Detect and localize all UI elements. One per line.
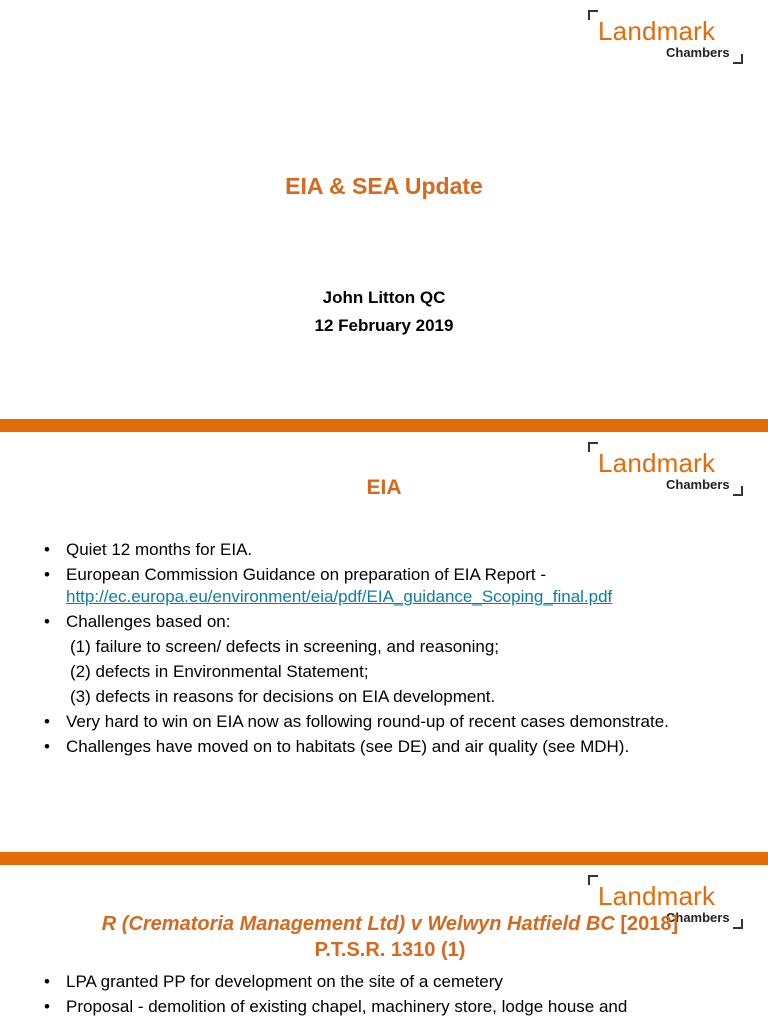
list-item: • Challenges based on: (1) failure to screen/ defects in screening, and reasoning; (2) defects in Environmental Statement; (3) defects in reasons for decisions on EIA development. bbox=[40, 611, 724, 708]
case-citation: [2018] P.T.S.R. 1310 (1) bbox=[314, 913, 679, 961]
bullet-icon: • bbox=[44, 565, 50, 584]
logo-corner-top-left bbox=[588, 10, 598, 20]
sub-item: (2) defects in Environmental Statement; bbox=[70, 662, 369, 681]
bullet-icon: • bbox=[44, 997, 50, 1016]
logo-sub: Chambers bbox=[666, 477, 730, 492]
list-item: • LPA granted PP for development on the site of a cemetery bbox=[44, 972, 503, 991]
landmark-chambers-logo bbox=[588, 14, 748, 74]
bullet-icon: • bbox=[44, 612, 50, 631]
presentation-date: 12 February 2019 bbox=[314, 316, 454, 335]
logo-corner-top-left bbox=[588, 442, 598, 452]
slide-case bbox=[0, 865, 768, 1024]
logo-sub: Chambers bbox=[666, 45, 730, 60]
slide-title bbox=[0, 0, 768, 419]
slide-divider bbox=[0, 852, 768, 865]
slide-title-eia: EIA bbox=[366, 476, 402, 499]
bullet-list bbox=[40, 971, 724, 1021]
list-item: • Proposal - demolition of existing chapel, machinery store, lodge house and bbox=[44, 997, 628, 1016]
list-item: • Quiet 12 months for EIA. bbox=[44, 540, 253, 559]
list-item: • Challenges have moved on to habitats (see DE) and air quality (see MDH). bbox=[44, 737, 630, 756]
slide-eia bbox=[0, 432, 768, 852]
bullet-icon: • bbox=[44, 540, 50, 559]
logo-corner-bottom-right bbox=[733, 919, 743, 929]
logo-word: Landmark bbox=[598, 448, 716, 478]
guidance-link[interactable]: http://ec.europa.eu/environment/eia/pdf/EIA_guidance_Scoping_final.pdf bbox=[66, 587, 613, 606]
list-item: • European Commission Guidance on preparation of EIA Report - http://ec.europa.eu/environment/eia/pdf/EIA_guidance_Scoping_final.pdf bbox=[44, 565, 613, 606]
bullet-icon: • bbox=[44, 712, 50, 731]
logo-corner-top-left bbox=[588, 875, 598, 885]
bullet-list bbox=[40, 539, 724, 761]
logo-word: Landmark bbox=[598, 881, 716, 911]
sub-item: (1) failure to screen/ defects in screening, and reasoning; bbox=[70, 637, 500, 656]
case-title bbox=[90, 911, 690, 963]
bullet-icon: • bbox=[44, 737, 50, 756]
case-name: R (Crematoria Management Ltd) v Welwyn Hatfield BC bbox=[101, 913, 615, 935]
sub-item: (3) defects in reasons for decisions on EIA development. bbox=[70, 687, 496, 706]
logo-word: Landmark bbox=[598, 16, 716, 46]
bullet-icon: • bbox=[44, 972, 50, 991]
logo-corner-bottom-right bbox=[733, 54, 743, 64]
logo-sub: Chambers bbox=[666, 910, 730, 925]
slide-divider bbox=[0, 419, 768, 432]
list-item: • Very hard to win on EIA now as following round-up of recent cases demonstrate. bbox=[44, 712, 669, 731]
presentation-title: EIA & SEA Update bbox=[285, 173, 483, 199]
presenter-name: John Litton QC bbox=[322, 288, 446, 307]
